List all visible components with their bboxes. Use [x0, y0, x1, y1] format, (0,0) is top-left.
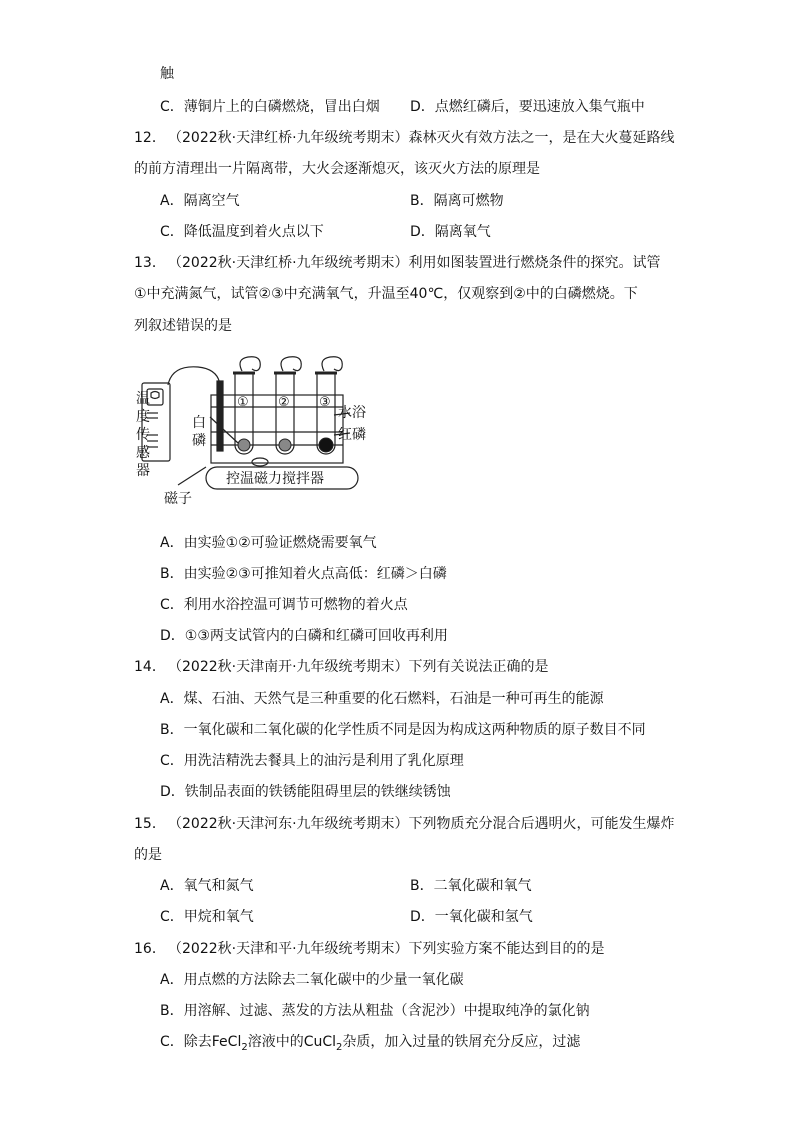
sensor-label-1: 温 [136, 391, 150, 407]
q14-number: 14． [134, 659, 166, 675]
q13-option-b: B．由实验②③可推知着火点高低：红磷＞白磷 [160, 566, 447, 582]
tube-1-label: ① [237, 395, 249, 410]
white-phosphorus-label-2: 磷 [192, 433, 206, 449]
sensor-label-3: 传 [136, 427, 150, 443]
red-phosphorus-label: 红磷 [338, 427, 366, 443]
q16-option-c-part2: 溶液中的CuCl [247, 1034, 337, 1050]
q14-option-b: B．一氧化碳和二氧化碳的化学性质不同是因为构成这两种物质的原子数目不同 [160, 722, 646, 738]
stir-bar-label: 磁子 [164, 491, 192, 507]
q13-stem-line3: 列叙述错误的是 [134, 318, 232, 334]
q15-option-c: C．甲烷和氧气 [160, 909, 254, 925]
q12-stem-line2: 的前方清理出一片隔离带，大火会逐渐熄灭，该灭火方法的原理是 [134, 161, 540, 177]
q15-option-a: A．氧气和氮气 [160, 878, 254, 894]
q13-stem-line1: （2022秋·天津红桥·九年级统考期末）利用如图装置进行燃烧条件的探究。试管 [168, 255, 661, 271]
q11-tail: 触 [160, 66, 174, 82]
q16-option-a: A．用点燃的方法除去二氧化碳中的少量一氧化碳 [160, 972, 464, 988]
stirrer-label: 控温磁力搅拌器 [226, 471, 324, 487]
q16-number: 16． [134, 941, 166, 957]
q13-option-a: A．由实验①②可验证燃烧需要氧气 [160, 535, 377, 551]
red-phosphorus [319, 438, 333, 452]
q16-option-c [160, 1032, 580, 1058]
stir-bar [252, 458, 268, 466]
q11-option-d: D．点燃红磷后，要迅速放入集气瓶中 [410, 99, 645, 115]
q15-option-d: D．一氧化碳和氢气 [410, 909, 533, 925]
tube-2-label: ② [278, 395, 290, 410]
q13-option-c: C．利用水浴控温可调节可燃物的着火点 [160, 597, 408, 613]
q16-option-c-part1: C．除去FeCl [160, 1034, 242, 1050]
q13-number: 13． [134, 255, 166, 271]
white-phosphorus-1 [238, 439, 250, 451]
white-phosphorus-label-1: 白 [192, 415, 206, 431]
q14-stem-line1: （2022秋·天津南开·九年级统考期末）下列有关说法正确的是 [168, 659, 549, 675]
sensor-label-5: 器 [136, 463, 150, 479]
q15-stem-line1: （2022秋·天津河东·九年级统考期末）下列物质充分混合后遇明火，可能发生爆炸 [168, 816, 675, 832]
sensor-label-4: 感 [136, 445, 150, 461]
q12-option-a: A．隔离空气 [160, 193, 240, 209]
q14-option-a: A．煤、石油、天然气是三种重要的化石燃料，石油是一种可再生的能源 [160, 691, 604, 707]
q12-option-b: B．隔离可燃物 [410, 193, 504, 209]
q16-option-c-part3: 杂质，加入过量的铁屑充分反应，过滤 [342, 1034, 581, 1050]
sensor-label-2: 度 [136, 409, 150, 425]
q12-number: 12． [134, 130, 166, 146]
q16-option-c-sub1: 2 [241, 1041, 248, 1053]
q16-option-b: B．用溶解、过滤、蒸发的方法从粗盐（含泥沙）中提取纯净的氯化钠 [160, 1003, 590, 1019]
q12-stem-line1: （2022秋·天津红桥·九年级统考期末）森林灭火有效方法之一，是在大火蔓延路线 [168, 130, 675, 146]
water-bath-label: 水浴 [338, 405, 366, 421]
q14-option-d: D．铁制品表面的铁锈能阻碍里层的铁继续锈蚀 [160, 784, 451, 800]
q15-number: 15． [134, 816, 166, 832]
q13-stem-line2: ①中充满氮气，试管②③中充满氧气，升温至40℃，仅观察到②中的白磷燃烧。下 [134, 286, 638, 302]
tube-3-label: ③ [319, 395, 331, 410]
q12-option-d: D．隔离氧气 [410, 224, 491, 240]
q14-option-c: C．用洗洁精洗去餐具上的油污是利用了乳化原理 [160, 753, 464, 769]
q15-stem-line2: 的是 [134, 847, 162, 863]
q16-stem-line1: （2022秋·天津和平·九年级统考期末）下列实验方案不能达到目的的是 [168, 941, 605, 957]
q16-option-c-sub2: 2 [336, 1041, 343, 1053]
q13-option-d: D．①③两支试管内的白磷和红磷可回收再利用 [160, 628, 448, 644]
q12-option-c: C．降低温度到着火点以下 [160, 224, 324, 240]
combustion-apparatus-figure [138, 355, 368, 510]
white-phosphorus-2 [279, 439, 291, 451]
q15-option-b: B．二氧化碳和氧气 [410, 878, 532, 894]
q11-option-c: C．薄铜片上的白磷燃烧，冒出白烟 [160, 99, 380, 115]
